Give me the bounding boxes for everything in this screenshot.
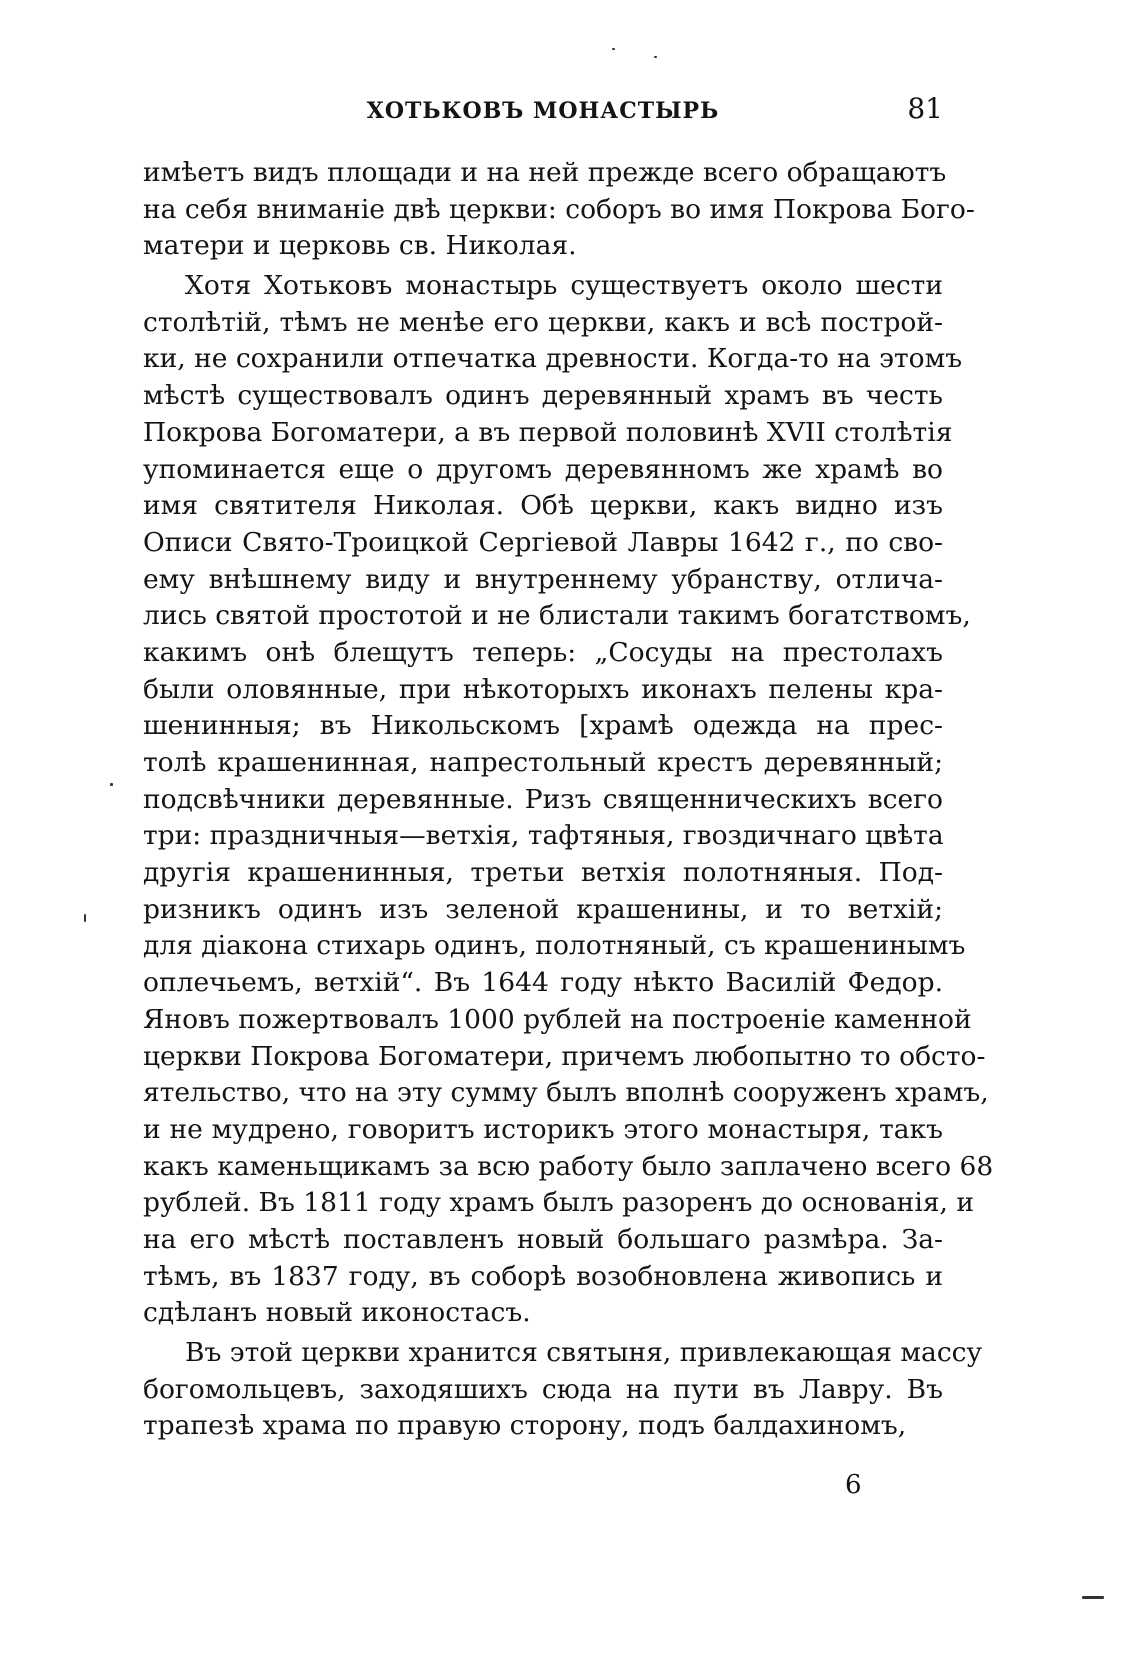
text-line: трапезѣ храма по правую сторону, подъ балдахиномъ, [143, 1410, 907, 1442]
text-line: ятельство, что на эту сумму былъ вполнѣ сооруженъ храмъ, [143, 1077, 989, 1109]
text-line: рублей. Въ 1811 году храмъ былъ разоренъ до основанія, и [143, 1187, 975, 1219]
text-line: ризникъ одинъ изъ зеленой крашенины, и то ветхій; [143, 893, 943, 925]
text-line: на себя вниманіе двѣ церкви: соборъ во имя Покрова Бого- [143, 193, 975, 225]
text-line: церкви Покрова Богоматери, причемъ любопытно то обсто- [143, 1040, 986, 1072]
text-line: Хотя Хотьковъ монастырь существуетъ около шести [185, 270, 943, 302]
text-line: матери и церковь св. Николая. [143, 230, 577, 262]
text-line: для діакона стихарь одинъ, полотняный, съ крашенинымъ [143, 930, 966, 962]
text-line: ему внѣшнему виду и внутреннему убранству, отлича- [143, 563, 943, 595]
signature-mark: 6 [845, 1470, 862, 1500]
text-line: оплечьемъ, ветхій“. Въ 1644 году нѣкто Василій Федор. [143, 967, 943, 999]
text-line: тѣмъ, въ 1837 году, въ соборѣ возобновлена живопись и [143, 1260, 943, 1292]
text-line: лись святой простотой и не блистали такимъ богатствомъ, [143, 600, 971, 632]
scan-speck [110, 783, 113, 786]
page-number: 81 [907, 92, 943, 125]
text-line: на его мѣстѣ поставленъ новый большаго размѣра. За- [143, 1223, 943, 1255]
text-line: какъ каменьщикамъ за всю работу было заплачено всего 68 [143, 1150, 994, 1182]
text-line: Яновъ пожертвовалъ 1000 рублей на построеніе каменной [143, 1003, 972, 1035]
text-line: Въ этой церкви хранится святыня, привлекающая массу [185, 1337, 983, 1368]
body-text [143, 155, 994, 1445]
scan-speck [654, 56, 657, 58]
text-line: подсвѣчники деревянные. Ризъ священническихъ всего [143, 783, 943, 815]
text-line: имѣетъ видъ площади и на ней прежде всего обращаютъ [143, 157, 947, 188]
text-line: шенинныя; въ Никольскомъ [храмѣ одежда на прес- [143, 710, 943, 742]
running-title: ХОТЬКОВЪ МОНАСТЫРЬ [366, 98, 720, 124]
text-line: ки, не сохранили отпечатка древности. Когда-то на этомъ [143, 343, 963, 375]
text-line: упоминается еще о другомъ деревянномъ же храмѣ во [143, 453, 943, 485]
text-line: мѣстѣ существовалъ одинъ деревянный храмъ въ честь [143, 380, 943, 412]
running-header [143, 92, 943, 132]
text-line: сдѣланъ новый иконостасъ. [143, 1297, 531, 1329]
scan-speck [1082, 1596, 1104, 1599]
text-line: Описи Свято-Троицкой Сергіевой Лавры 1642 г., по сво- [143, 526, 943, 558]
text-line: имя святителя Николая. Обѣ церкви, какъ видно изъ [143, 490, 943, 522]
text-line: три: праздничныя—ветхія, тафтяныя, гвоздичнаго цвѣта [143, 820, 944, 852]
text-line: богомольцевъ, заходяшихъ сюда на пути въ Лавру. Въ [143, 1373, 943, 1405]
text-line: толѣ крашенинная, напрестольный крестъ деревянный; [143, 747, 943, 778]
text-line: и не мудрено, говоритъ историкъ этого монастыря, такъ [143, 1113, 943, 1145]
text-line: другія крашенинныя, третьи ветхія полотняныя. Под- [143, 857, 943, 889]
scan-speck [612, 48, 615, 50]
scan-speck [84, 914, 86, 922]
text-line: какимъ онѣ блещутъ теперь: „Сосуды на престолахъ [143, 636, 943, 668]
text-line: были оловянные, при нѣкоторыхъ иконахъ пелены кра- [143, 673, 943, 705]
text-line: Покрова Богоматери, а въ первой половинѣ XVII столѣтія [143, 416, 953, 448]
text-line: столѣтій, тѣмъ не менѣе его церкви, какъ и всѣ построй- [143, 306, 943, 338]
